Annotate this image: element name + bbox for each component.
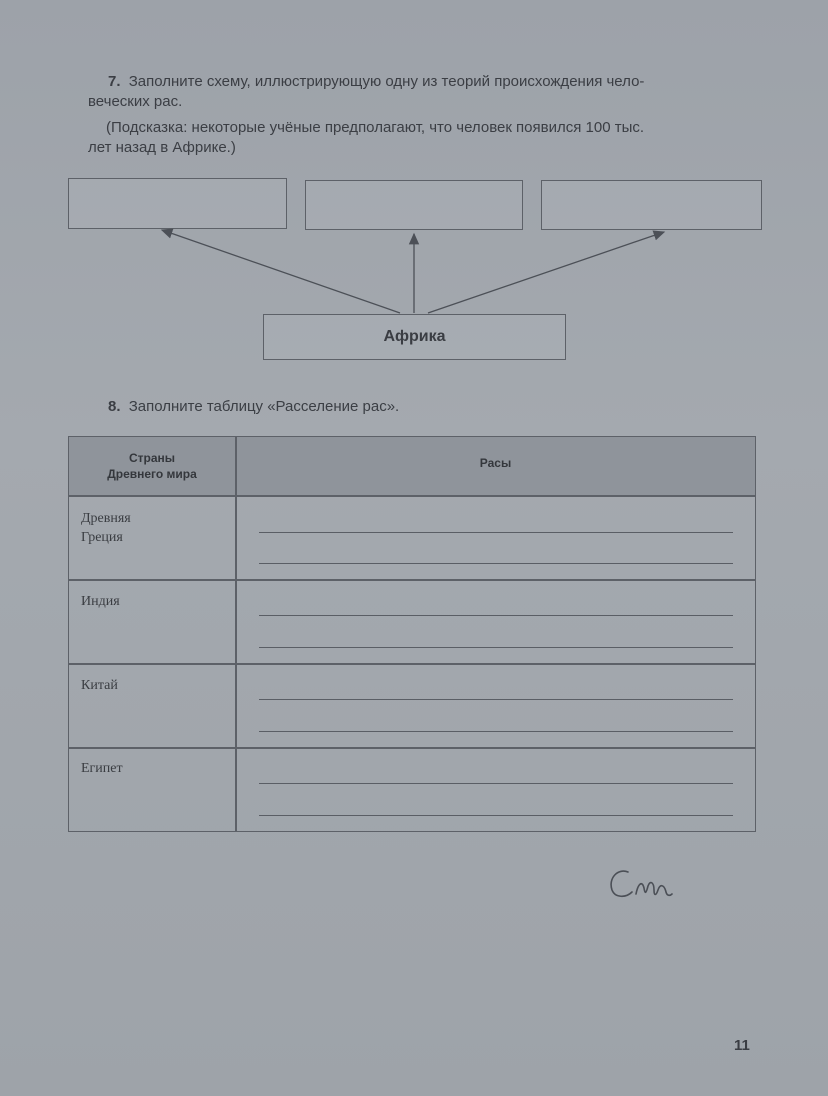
header-divider bbox=[69, 495, 755, 497]
row-divider-2 bbox=[69, 663, 755, 665]
write-line[interactable] bbox=[259, 615, 733, 616]
header-countries bbox=[69, 437, 235, 495]
task8-number: 8. bbox=[108, 398, 121, 415]
task7-hint-line1: (Подсказка: некоторые учёные предполагают, что человек появился 100 тыс. bbox=[106, 119, 645, 136]
task8-text: Заполните таблицу «Расселение рас». bbox=[128, 398, 400, 415]
row-label-india: Индия bbox=[81, 594, 120, 609]
africa-box: Африка bbox=[263, 314, 566, 360]
row-divider-1 bbox=[69, 579, 755, 581]
write-line[interactable] bbox=[259, 783, 733, 784]
task8-instruction bbox=[108, 397, 399, 417]
row-divider-3 bbox=[69, 747, 755, 749]
row-label-greece-line1: Древняя bbox=[81, 511, 131, 526]
write-line[interactable] bbox=[259, 563, 733, 564]
write-line[interactable] bbox=[259, 647, 733, 648]
row-label-greece-line2: Греция bbox=[81, 530, 123, 545]
task7-text-line1: Заполните схему, иллюстрирующую одну из теорий происхождения чело- bbox=[128, 73, 645, 90]
header-races: Расы bbox=[236, 437, 755, 495]
row-label-greece bbox=[81, 509, 131, 547]
write-line[interactable] bbox=[259, 731, 733, 732]
task7-hint-line2: лет назад в Африке.) bbox=[88, 139, 236, 156]
page-number: 11 bbox=[734, 1037, 750, 1054]
task7-text-line2: веческих рас. bbox=[88, 93, 183, 110]
header-countries-line1: Страны bbox=[128, 451, 176, 465]
write-line[interactable] bbox=[259, 532, 733, 533]
write-line[interactable] bbox=[259, 699, 733, 700]
arrow-to-left-box bbox=[162, 230, 400, 313]
races-table bbox=[68, 436, 756, 832]
arrow-to-right-box bbox=[428, 232, 664, 313]
handwritten-signature bbox=[600, 860, 690, 910]
task7-number: 7. bbox=[108, 73, 121, 90]
header-countries-line2: Древнего мира bbox=[107, 467, 197, 481]
write-line[interactable] bbox=[259, 815, 733, 816]
row-label-china: Китай bbox=[81, 678, 118, 693]
row-label-egypt: Египет bbox=[81, 761, 123, 776]
